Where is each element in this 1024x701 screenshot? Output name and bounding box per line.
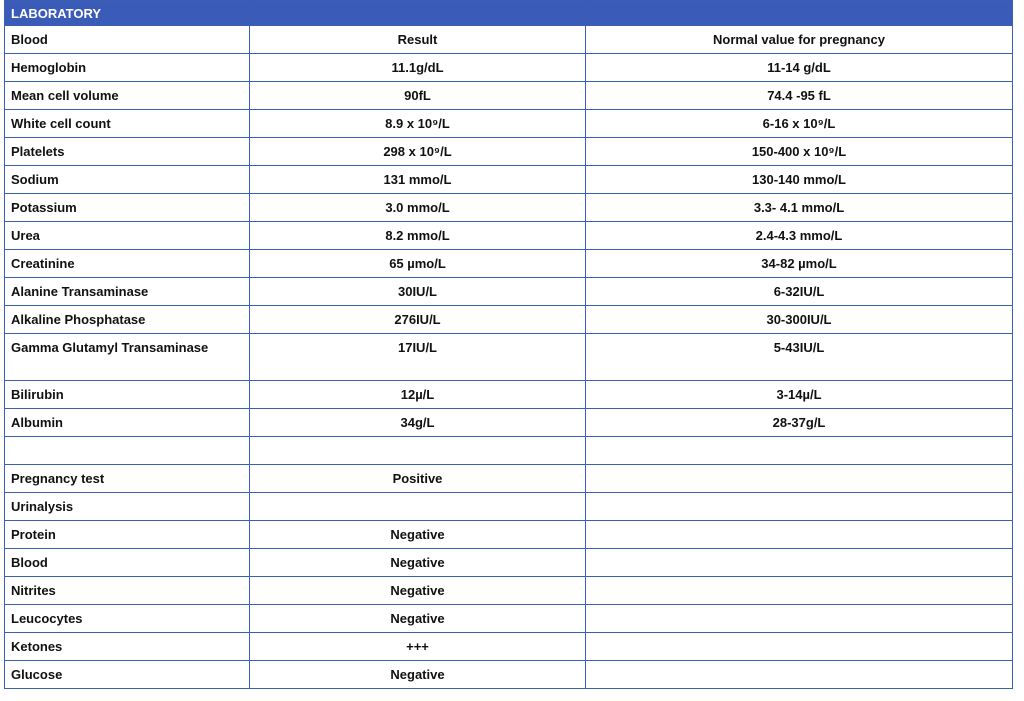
test-name-cell: Hemoglobin	[5, 54, 250, 82]
normal-value-cell	[586, 577, 1013, 605]
section-header-row	[5, 1, 1013, 26]
result-cell: 276IU/L	[250, 306, 586, 334]
normal-value-cell: 5-43IU/L	[586, 334, 1013, 381]
test-name-cell: Creatinine	[5, 250, 250, 278]
test-name-cell: Albumin	[5, 409, 250, 437]
table-row	[5, 633, 1013, 661]
header-empty-cell	[250, 1, 586, 26]
test-name-cell: Sodium	[5, 166, 250, 194]
result-cell: Negative	[250, 521, 586, 549]
table-row	[5, 250, 1013, 278]
table-row	[5, 54, 1013, 82]
result-cell: Positive	[250, 465, 586, 493]
normal-value-cell: 34-82 µmo/L	[586, 250, 1013, 278]
normal-value-cell: 11-14 g/dL	[586, 54, 1013, 82]
test-name-cell: Urinalysis	[5, 493, 250, 521]
table-row	[5, 409, 1013, 437]
normal-value-cell	[586, 661, 1013, 689]
test-name-cell: Alanine Transaminase	[5, 278, 250, 306]
table-row	[5, 334, 1013, 381]
result-cell	[250, 437, 586, 465]
test-name-cell	[5, 437, 250, 465]
table-row	[5, 521, 1013, 549]
test-name-cell: Ketones	[5, 633, 250, 661]
column-header-test: Blood	[5, 26, 250, 54]
test-name-cell: Alkaline Phosphatase	[5, 306, 250, 334]
normal-value-cell: 30-300IU/L	[586, 306, 1013, 334]
blank-row	[5, 437, 1013, 465]
result-cell: 65 µmo/L	[250, 250, 586, 278]
test-name-cell: Blood	[5, 549, 250, 577]
normal-value-cell: 28-37g/L	[586, 409, 1013, 437]
test-name-cell: Platelets	[5, 138, 250, 166]
normal-value-cell: 150-400 x 10⁹/L	[586, 138, 1013, 166]
result-cell: +++	[250, 633, 586, 661]
test-name-cell: White cell count	[5, 110, 250, 138]
table-row	[5, 166, 1013, 194]
test-name-cell: Urea	[5, 222, 250, 250]
normal-value-cell	[586, 493, 1013, 521]
test-name-cell: Gamma Glutamyl Transaminase	[5, 334, 250, 381]
result-cell	[250, 493, 586, 521]
normal-value-cell: 6-32IU/L	[586, 278, 1013, 306]
table-row	[5, 465, 1013, 493]
normal-value-cell	[586, 633, 1013, 661]
table-row	[5, 82, 1013, 110]
result-cell: 34g/L	[250, 409, 586, 437]
result-cell: 8.2 mmo/L	[250, 222, 586, 250]
normal-value-cell	[586, 437, 1013, 465]
result-cell: 8.9 x 10⁹/L	[250, 110, 586, 138]
table-row	[5, 661, 1013, 689]
normal-value-cell	[586, 605, 1013, 633]
test-name-cell: Protein	[5, 521, 250, 549]
table-row	[5, 577, 1013, 605]
column-header-row	[5, 26, 1013, 54]
table-row	[5, 110, 1013, 138]
test-name-cell: Mean cell volume	[5, 82, 250, 110]
test-name-cell: Pregnancy test	[5, 465, 250, 493]
table-row	[5, 222, 1013, 250]
normal-value-cell: 2.4-4.3 mmo/L	[586, 222, 1013, 250]
table-row	[5, 549, 1013, 577]
result-cell: 131 mmo/L	[250, 166, 586, 194]
result-cell: 3.0 mmo/L	[250, 194, 586, 222]
result-cell: 11.1g/dL	[250, 54, 586, 82]
test-name-cell: Glucose	[5, 661, 250, 689]
normal-value-cell	[586, 465, 1013, 493]
result-cell: Negative	[250, 605, 586, 633]
table-row	[5, 278, 1013, 306]
normal-value-cell: 6-16 x 10⁹/L	[586, 110, 1013, 138]
test-name-cell: Leucocytes	[5, 605, 250, 633]
test-name-cell: Potassium	[5, 194, 250, 222]
result-cell: 90fL	[250, 82, 586, 110]
column-header-normal: Normal value for pregnancy	[586, 26, 1013, 54]
normal-value-cell: 3.3- 4.1 mmo/L	[586, 194, 1013, 222]
section-title: LABORATORY	[5, 1, 250, 26]
result-cell: Negative	[250, 549, 586, 577]
table-row	[5, 493, 1013, 521]
laboratory-table	[4, 0, 1013, 689]
result-cell: 17IU/L	[250, 334, 586, 381]
normal-value-cell: 130-140 mmo/L	[586, 166, 1013, 194]
test-name-cell: Bilirubin	[5, 381, 250, 409]
result-cell: Negative	[250, 661, 586, 689]
normal-value-cell: 74.4 -95 fL	[586, 82, 1013, 110]
normal-value-cell	[586, 549, 1013, 577]
column-header-result: Result	[250, 26, 586, 54]
test-name-cell: Nitrites	[5, 577, 250, 605]
normal-value-cell: 3-14µ/L	[586, 381, 1013, 409]
table-row	[5, 381, 1013, 409]
header-empty-cell	[586, 1, 1013, 26]
result-cell: 30IU/L	[250, 278, 586, 306]
table-row	[5, 138, 1013, 166]
table-row	[5, 306, 1013, 334]
result-cell: 298 x 10⁹/L	[250, 138, 586, 166]
table-row	[5, 605, 1013, 633]
normal-value-cell	[586, 521, 1013, 549]
result-cell: Negative	[250, 577, 586, 605]
result-cell: 12µ/L	[250, 381, 586, 409]
table-row	[5, 194, 1013, 222]
